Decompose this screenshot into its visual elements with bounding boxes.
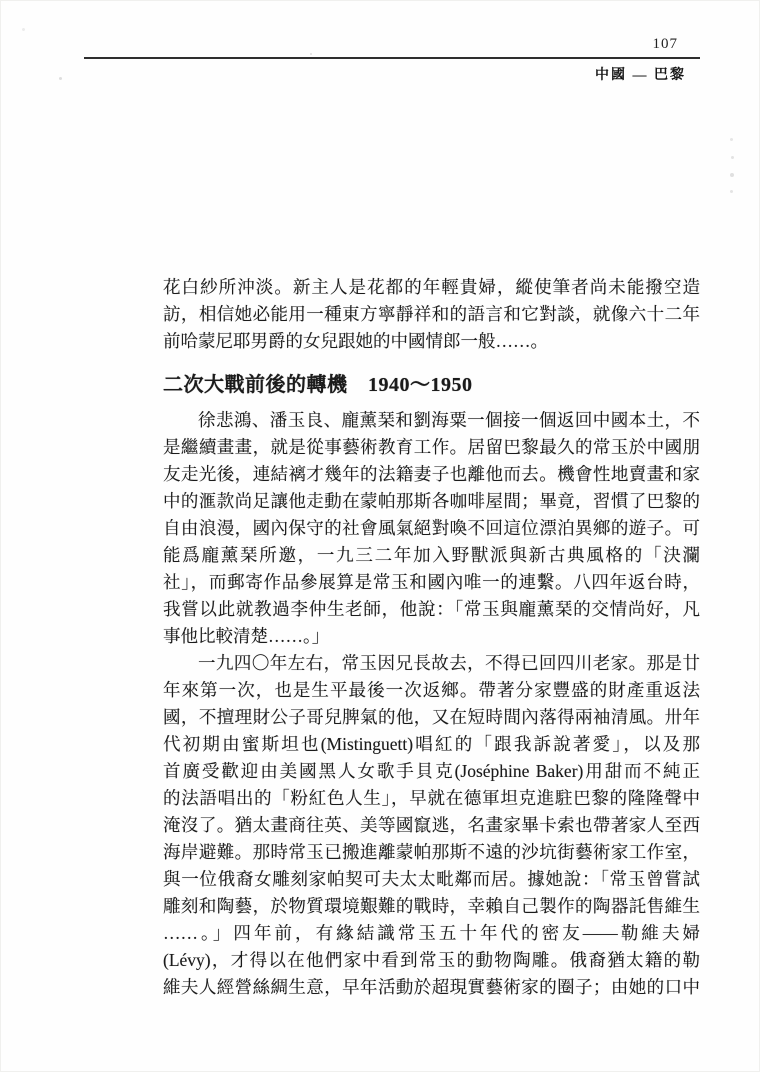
text-line: 自由浪漫，國內保守的社會風氣絕對喚不回這位漂泊異鄉的遊子。可: [163, 518, 700, 538]
text-line: 前哈蒙尼耶男爵的女兒跟她的中國情郎一般……。: [163, 331, 548, 351]
page-number: 107: [652, 36, 678, 52]
scan-speck: [59, 77, 62, 80]
text-line: 年來第一次，也是生平最後一次返鄉。帶著分家豐盛的財產重返法: [163, 680, 700, 700]
paragraph: [163, 650, 700, 1001]
text-line: 社」，而郵寄作品參展算是常玉和國內唯一的連繫。八四年返台時，: [163, 572, 700, 592]
text-line: 友走光後，連結褵才幾年的法籍妻子也離他而去。機會性地賣畫和家: [163, 464, 700, 484]
text-line: 國，不擅理財公子哥兒脾氣的他，又在短時間內落得兩袖清風。卅年: [163, 707, 700, 727]
text-line: 花白紗所沖淡。新主人是花都的年輕貴婦，縱使筆者尚未能撥空造: [163, 277, 700, 297]
text-line: 中的滙款尚足讓他走動在蒙帕那斯各咖啡屋間；畢竟，習慣了巴黎的: [163, 491, 700, 511]
text-line: 與一位俄裔女雕刻家帕契可夫太太毗鄰而居。據她說：「常玉曾嘗試: [163, 869, 700, 889]
scan-speck: [730, 190, 733, 193]
text-line: 徐悲鴻、潘玉良、龐薰琹和劉海粟一個接一個返回中國本土，不: [198, 410, 700, 430]
paragraph: [163, 407, 700, 650]
scan-speck: [310, 53, 312, 55]
text-line: 代初期由蜜斯坦也(Mistinguett)唱紅的「跟我訴說著愛」，以及那: [163, 734, 700, 754]
section-heading: 二次大戰前後的轉機 1940～1950: [163, 374, 473, 396]
text-line: 維夫人經營絲綢生意，早年活動於超現實藝術家的圈子；由她的口中: [163, 977, 700, 997]
scan-speck: [22, 28, 25, 31]
text-line: 首廣受歡迎由美國黑人女歌手貝克(Joséphine Baker)用甜而不純正: [163, 761, 700, 781]
text-line: 事他比較清楚……。」: [163, 626, 330, 646]
header-rule: [84, 57, 700, 59]
text-line: 海岸避難。那時常玉已搬進離蒙帕那斯不遠的沙坑街藝術家工作室，: [163, 842, 700, 862]
running-head: 中國 — 巴黎: [595, 68, 686, 83]
text-line: ……。」四年前，有緣結識常玉五十年代的密友——勒維夫婦: [163, 923, 700, 943]
text-line: 淹沒了。猶太畫商往英、美等國竄逃，名畫家畢卡索也帶著家人至西: [163, 815, 700, 835]
scan-speck: [730, 173, 734, 177]
text-block: [163, 274, 700, 1001]
text-line: 一九四〇年左右，常玉因兄長故去，不得已回四川老家。那是廿: [198, 653, 700, 673]
paragraph: [163, 274, 700, 355]
text-line: (Lévy)，才得以在他們家中看到常玉的動物陶雕。俄裔猶太籍的勒: [163, 950, 700, 970]
text-line: 訪，相信她必能用一種東方寧靜祥和的語言和它對談，就像六十二年: [163, 304, 700, 324]
text-line: 能爲龐薰琹所邀，一九三二年加入野獸派與新古典風格的「決瀾: [163, 545, 700, 565]
text-line: 的法語唱出的「粉紅色人生」，早就在德軍坦克進駐巴黎的隆隆聲中: [163, 788, 700, 808]
scan-speck: [730, 138, 733, 141]
scan-speck: [731, 156, 734, 159]
text-line: 我嘗以此就教過李仲生老師，他說：「常玉與龐薰琹的交情尚好，凡: [163, 599, 700, 619]
text-line: 雕刻和陶藝，於物質環境艱難的戰時，幸賴自己製作的陶器託售維生: [163, 896, 700, 916]
text-line: 是繼續畫畫，就是從事藝術教育工作。居留巴黎最久的常玉於中國朋: [163, 437, 700, 457]
